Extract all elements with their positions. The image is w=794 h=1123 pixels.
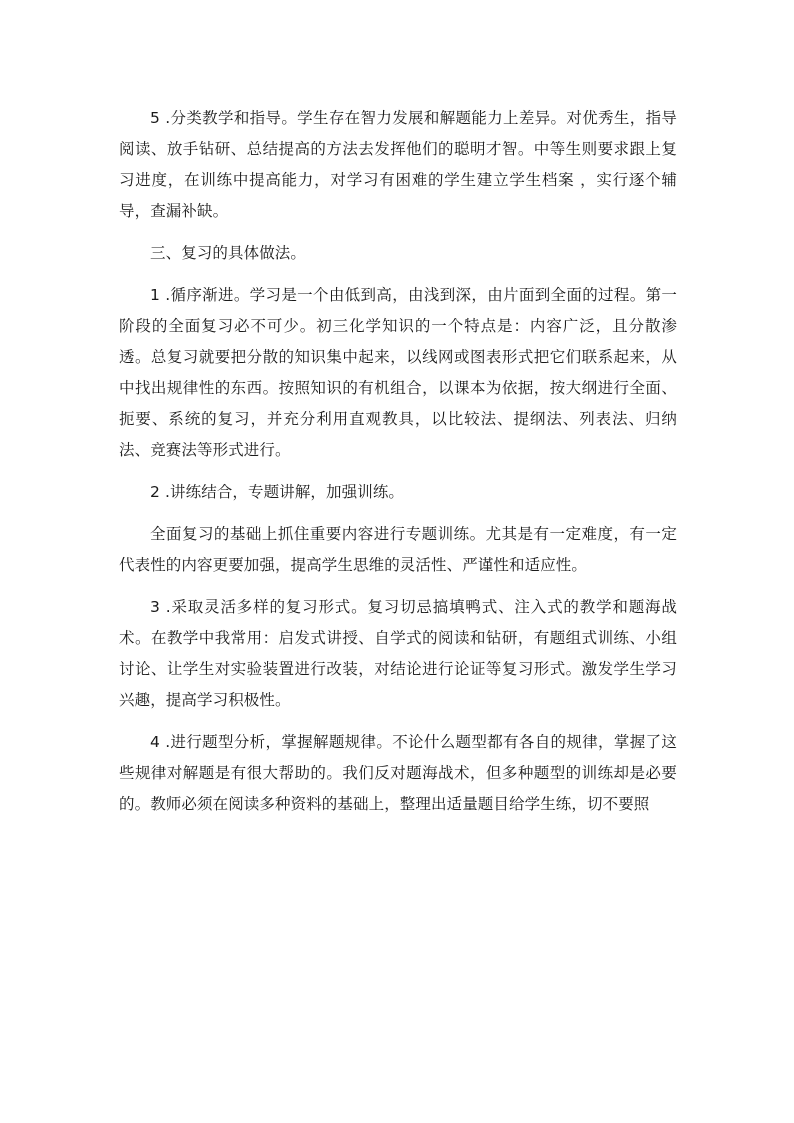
- paragraph-practice-combined: 2 .讲练结合，专题讲解，加强训练。: [150, 483, 405, 501]
- paragraph-step-by-step: 1 .循序渐进。学习是一个由低到高，由浅到深，由片面到全面的过程。第一阶段的全面复习必不可少。初三化学知识的一个特点是：内容广泛，且分散渗透。总复习就要把分散的知识集中起来，以线网或图表形式把它们联系起来，从中找出规律性的东西。按照知识的有机组合，以课本为依据，按大纲进行全面、扼要、系统的复习，并充分利用直观教具，以比较法、提纲法、列表法、归纳法、竞赛法等形式进行。: [119, 286, 677, 459]
- paragraph-flexible-review-forms: 3 .采取灵活多样的复习形式。复习切忌搞填鸭式、注入式的教学和题海战术。在教学中我常用：启发式讲授、自学式的阅读和钻研，有题组式训练、小组讨论、让学生对实验装置进行改装，对结论进行论证等复习形式。激发学生学习兴趣，提高学习积极性。: [119, 598, 677, 709]
- paragraph-categorized-teaching: 5 .分类教学和指导。学生存在智力发展和解题能力上差异。对优秀生，指导阅读、放手钻研、总结提高的方法去发挥他们的聪明才智。中等生则要求跟上复习进度，在训练中提高能力，对学习有困难的学生建立学生档案 ，实行逐个辅导，查漏补缺。: [119, 109, 677, 220]
- document-body: [119, 103, 677, 831]
- paragraph-special-training: 全面复习的基础上抓住重要内容进行专题训练。尤其是有一定难度，有一定代表性的内容更要加强，提高学生思维的灵活性、严谨性和适应性。: [119, 525, 677, 574]
- section-heading-review-methods: 三、复习的具体做法。: [150, 244, 307, 262]
- paragraph-question-type-analysis: 4 .进行题型分析，掌握解题规律。不论什么题型都有各自的规律，掌握了这些规律对解题是有很大帮助的。我们反对题海战术，但多种题型的训练却是必要的。教师必须在阅读多种资料的基础上，整理出适量题目给学生练，切不要照: [119, 733, 677, 813]
